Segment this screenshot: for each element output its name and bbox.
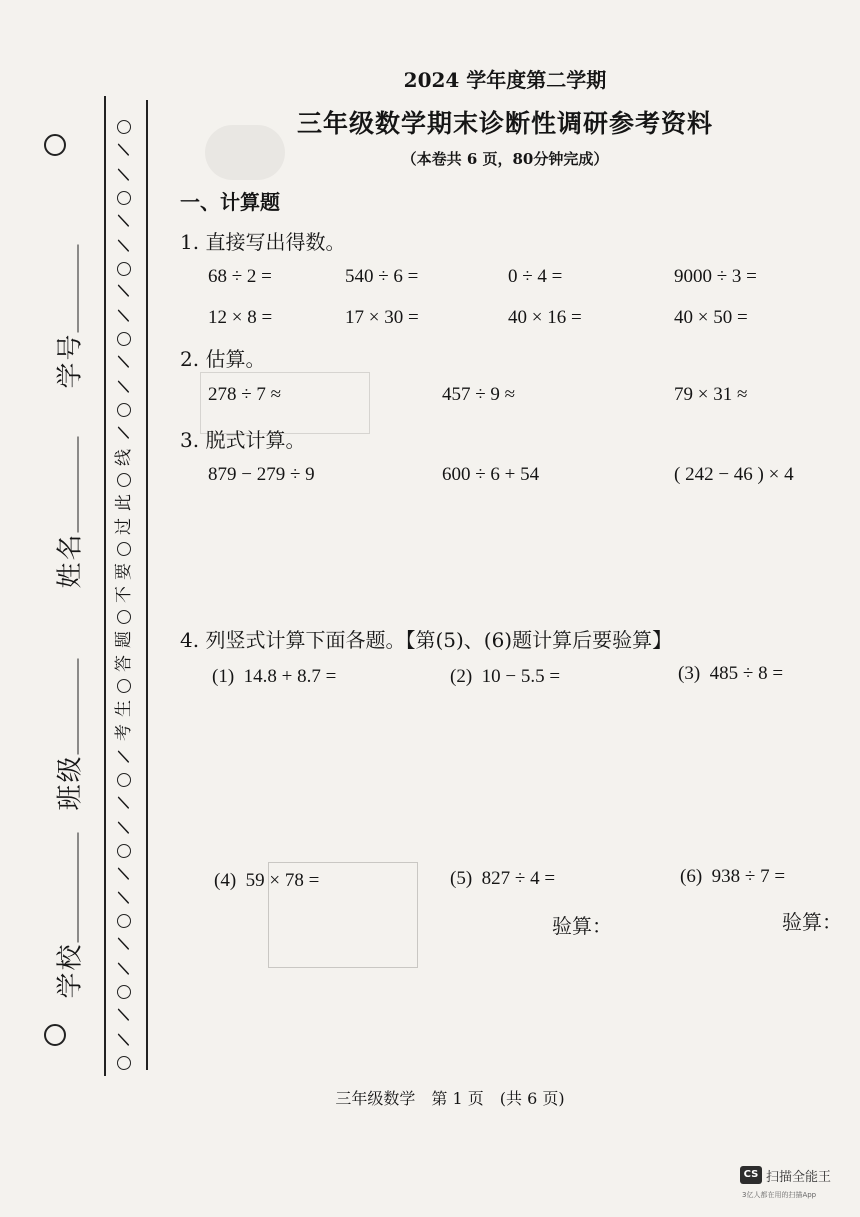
q2-item: 79 × 31 ≈: [674, 384, 748, 405]
question-1-label: 1. 直接写出得数。: [180, 230, 346, 254]
class-field[interactable]: [50, 671, 87, 811]
q4-item-4: (4) 59 × 78 =: [214, 870, 320, 891]
class-label: 班级: [55, 754, 86, 811]
question-3-label: 3. 脱式计算。: [180, 428, 306, 452]
check-label-5: 验算：: [552, 914, 612, 938]
camscanner-tagline: 3亿人都在用的扫描App: [742, 1191, 817, 1199]
q4-item-3: (3) 485 ÷ 8 =: [678, 663, 784, 684]
q1-item: 17 × 30 =: [345, 307, 419, 328]
q4-item-2: (2) 10 − 5.5 =: [450, 666, 561, 687]
q1-item: 12 × 8 =: [208, 307, 273, 328]
exam-title: 三年级数学期末诊断性调研参考资料: [296, 109, 713, 138]
binding-line-right: [146, 100, 148, 1070]
seal-char: 不: [113, 586, 134, 604]
camscanner-logo: CS: [740, 1166, 762, 1184]
student-id-field[interactable]: [50, 249, 87, 389]
seal-char: 过: [113, 517, 134, 535]
seal-char: 此: [113, 493, 134, 511]
camscanner-name: 扫描全能王: [766, 1170, 832, 1185]
q1-item: 68 ÷ 2 =: [208, 266, 272, 287]
exam-term: 2024 学年度第二学期: [403, 68, 607, 92]
page-footer: 三年级数学 第 1 页 (共 6 页): [335, 1089, 565, 1108]
q1-item: 0 ÷ 4 =: [508, 266, 563, 287]
q1-item: 9000 ÷ 3 =: [674, 266, 757, 287]
section-heading: 一、计算题: [180, 190, 280, 214]
binding-hole-bottom: [44, 1024, 66, 1046]
school-label: 学校: [55, 942, 86, 999]
seal-line-column: / / / / / / / / / 线 此 过 要 不 题 答 生 考 / / / / / / / / /: [108, 120, 140, 1070]
q1-item: 540 ÷ 6 =: [345, 266, 419, 287]
seal-char: 答: [113, 655, 134, 673]
q3-item: 600 ÷ 6 + 54: [442, 464, 540, 485]
name-field[interactable]: [50, 449, 87, 589]
student-id-label: 学号: [55, 332, 86, 389]
question-4-label: 4. 列竖式计算下面各题。【第(5)、(6)题计算后要验算】: [180, 628, 673, 652]
school-field[interactable]: [50, 859, 87, 999]
seal-char: 题: [113, 631, 134, 649]
check-label-6: 验算：: [782, 910, 842, 934]
q4-item-6: (6) 938 ÷ 7 =: [680, 866, 786, 887]
binding-line-left: [104, 96, 106, 1076]
name-label: 姓名: [55, 532, 86, 589]
q3-item: ( 242 − 46 ) × 4: [674, 464, 794, 485]
seal-char: 线: [113, 448, 134, 466]
seal-char: 生: [113, 700, 134, 718]
q2-item: 457 ÷ 9 ≈: [442, 384, 516, 405]
q2-item: 278 ÷ 7 ≈: [208, 384, 282, 405]
q1-item: 40 × 50 =: [674, 307, 748, 328]
question-2-label: 2. 估算。: [180, 347, 266, 371]
q1-item: 40 × 16 =: [508, 307, 582, 328]
exam-subtitle: （本卷共 6 页，80分钟完成）: [401, 150, 609, 168]
q4-item-5: (5) 827 ÷ 4 =: [450, 868, 556, 889]
seal-char: 要: [113, 562, 134, 580]
q4-item-1: (1) 14.8 + 8.7 =: [212, 666, 337, 687]
q3-item: 879 − 279 ÷ 9: [208, 464, 315, 485]
seal-char: 考: [113, 723, 134, 741]
